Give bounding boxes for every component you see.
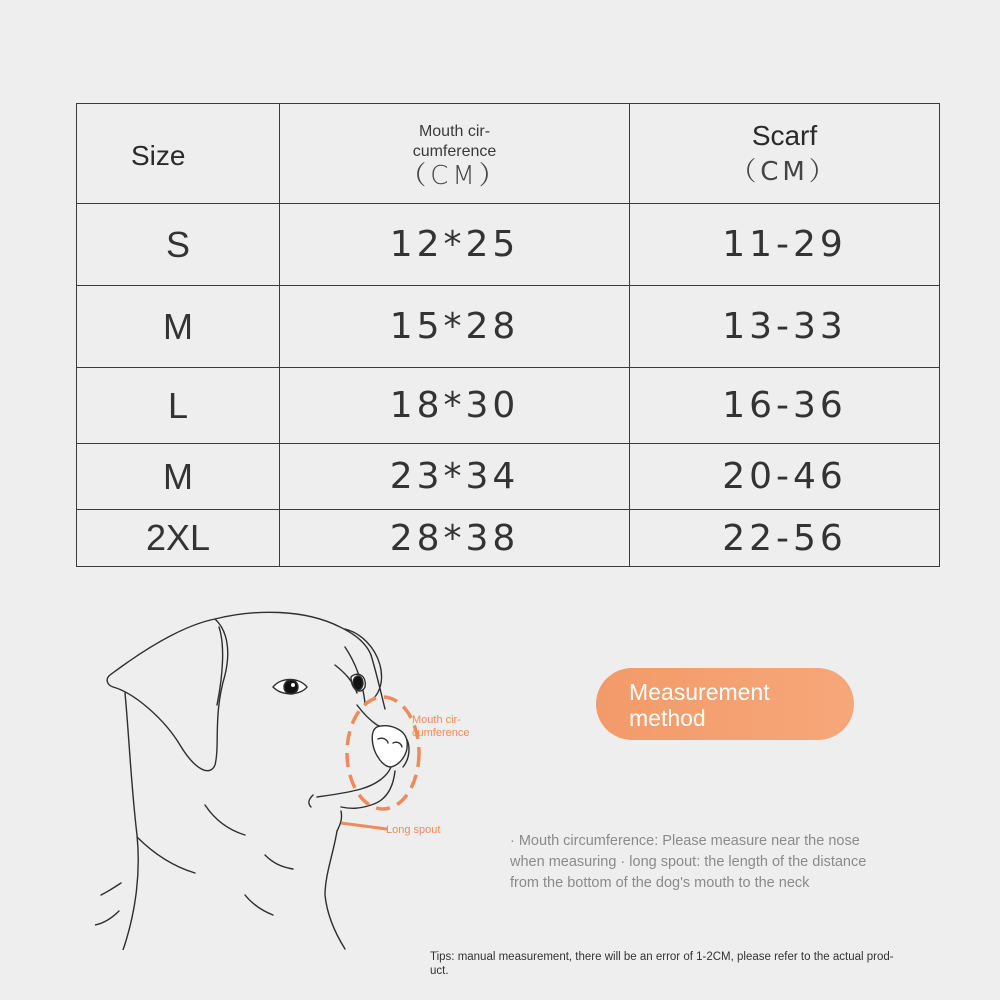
neck-back — [123, 693, 138, 950]
table-row — [77, 444, 940, 510]
size-cell: M — [77, 286, 280, 368]
size-cell: M — [77, 444, 280, 510]
scarf-cell: 20-46 — [630, 444, 940, 510]
table-row — [77, 286, 940, 368]
table-header-row — [77, 104, 940, 204]
method-line2: method — [629, 705, 706, 731]
mouth-cell: 18*30 — [280, 368, 630, 444]
scarf-cell: 16-36 — [630, 368, 940, 444]
scarf-cell: 22-56 — [630, 510, 940, 567]
scarf-cell: 13-33 — [630, 286, 940, 368]
header-mouth-circumference — [280, 104, 630, 204]
size-chart-table — [76, 103, 940, 567]
mouth-cell: 15*28 — [280, 286, 630, 368]
mouth-cell: 28*38 — [280, 510, 630, 567]
header-scarf-label: Scarf — [751, 119, 818, 151]
header-mouth-line2: cumference — [412, 142, 497, 160]
head-outline — [215, 612, 371, 655]
header-size: Size — [77, 104, 280, 204]
size-cell: L — [77, 368, 280, 444]
mouth-circumference-label: Mouth cir- cumference — [412, 714, 470, 739]
neck-front — [325, 831, 345, 949]
size-cell: 2XL — [77, 510, 280, 567]
eye-right — [351, 674, 365, 691]
table-row — [77, 510, 940, 567]
long-spout-label: Long spout — [386, 824, 441, 836]
eye-left — [273, 680, 307, 695]
mouth-cell: 12*25 — [280, 204, 630, 286]
right-ear — [345, 629, 382, 703]
header-mouth-line1: Mouth cir- — [418, 122, 491, 140]
header-scarf-unit: （CM） — [730, 156, 839, 187]
table-row — [77, 204, 940, 286]
header-mouth-unit: （CM） — [400, 160, 509, 191]
measurement-description: · Mouth circumference: Please measure near the nose when measuring · long spout: the length of the distance from the bottom of the dog's mouth to the neck — [510, 833, 867, 891]
size-cell: S — [77, 204, 280, 286]
measurement-method-badge — [596, 668, 854, 740]
method-line1: Measurement — [629, 679, 770, 705]
scarf-cell: 11-29 — [630, 204, 940, 286]
dog-head-illustration — [95, 605, 435, 950]
mouth-cell: 23*34 — [280, 444, 630, 510]
long-spout-marker — [341, 823, 387, 829]
table-row — [77, 368, 940, 444]
tips-note: Tips: manual measurement, there will be an error of 1-2CM, please refer to the actual prod- uct. — [430, 951, 894, 977]
header-scarf — [630, 104, 940, 204]
